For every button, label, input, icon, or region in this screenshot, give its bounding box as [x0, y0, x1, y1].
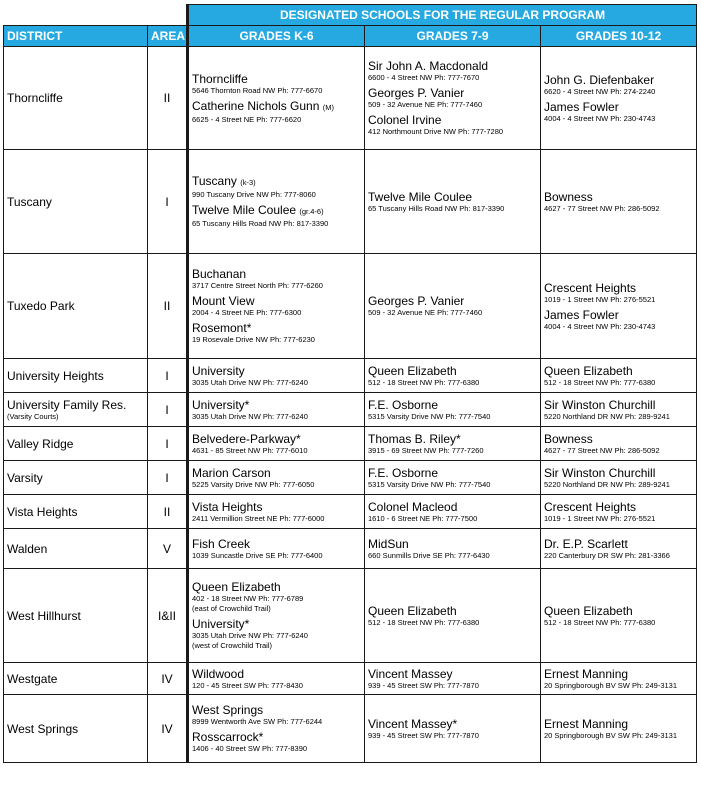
table-row: [4, 150, 697, 254]
school-name-text: F.E. Osborne: [368, 397, 439, 412]
grades-10-12-cell: [541, 427, 697, 461]
district-name: Vista Heights: [7, 504, 78, 519]
district-cell: [4, 529, 148, 569]
school-entry: [368, 604, 537, 628]
area-cell: IV: [148, 695, 188, 763]
grades-10-12-cell: [541, 254, 697, 359]
school-name: [368, 398, 537, 412]
school-name-text: Fish Creek: [192, 536, 251, 551]
area-cell: V: [148, 529, 188, 569]
district-name: Valley Ridge: [7, 436, 74, 451]
district-name: Tuscany: [7, 194, 52, 209]
school-name-text: Belvedere-Parkway*: [192, 431, 301, 446]
school-name-text: Catherine Nichols Gunn: [192, 98, 320, 113]
school-entry: [544, 466, 693, 490]
school-name-text: Buchanan: [192, 267, 247, 281]
school-entry: [192, 364, 361, 388]
school-address: 6625 - 4 Street NE Ph: 777-6620: [192, 114, 302, 124]
school-entry: [368, 500, 537, 524]
school-name-text: Queen Elizabeth: [368, 363, 457, 378]
school-entry: [544, 73, 693, 97]
school-entry: [544, 398, 693, 422]
area-cell: I: [148, 393, 188, 427]
area-cell: I&II: [148, 569, 188, 663]
school-entry: [368, 667, 537, 691]
school-name-text: Dr. E.P. Scarlett: [544, 536, 628, 551]
school-address: 3915 - 69 Street NW Ph: 777-7260: [368, 445, 484, 455]
grades-7-9-header: GRADES 7-9: [365, 26, 541, 47]
grades-k6-cell: [188, 695, 365, 763]
area-header: AREA: [148, 26, 188, 47]
district-cell: [4, 427, 148, 461]
grades-k6-header: GRADES K-6: [188, 26, 365, 47]
school-entry: [368, 537, 537, 561]
school-note: (k-3): [240, 178, 256, 187]
grades-7-9-cell: [365, 569, 541, 663]
school-name-text: Thorncliffe: [192, 71, 248, 86]
area-cell: I: [148, 461, 188, 495]
grades-7-9-cell: [365, 529, 541, 569]
school-name-text: West Springs: [192, 703, 264, 717]
area-cell: IV: [148, 663, 188, 695]
school-entry: [368, 432, 537, 456]
school-name-text: Twelve Mile Coulee: [192, 203, 297, 217]
school-address: 5225 Varsity Drive NW Ph: 777-6050: [192, 479, 315, 489]
school-name: [192, 730, 361, 744]
school-address: 20 Springborough BV SW Ph: 249-3131: [544, 730, 678, 740]
school-address: 4631 - 85 Street NW Ph: 777-6010: [192, 445, 308, 455]
school-name-text: James Fowler: [544, 307, 619, 322]
school-boundary-note: (east of Crowchild Trail): [192, 604, 271, 613]
grades-7-9-cell: [365, 663, 541, 695]
school-name: [192, 398, 361, 412]
school-name-text: Queen Elizabeth: [192, 580, 281, 594]
school-entry: [192, 432, 361, 456]
school-address: 4627 - 77 Street NW Ph: 286-5092: [544, 445, 660, 455]
school-entry: [192, 466, 361, 490]
district-cell: [4, 254, 148, 359]
school-name-text: Crescent Heights: [544, 280, 637, 295]
school-entry: [544, 432, 693, 456]
school-name: [544, 190, 693, 204]
school-entry: [368, 364, 537, 388]
school-entry: [544, 190, 693, 214]
grades-7-9-cell: [365, 393, 541, 427]
table-body: [4, 47, 697, 763]
school-address: 5220 Northland DR NW Ph: 289-9241: [544, 479, 670, 489]
school-name-text: Ernest Manning: [544, 666, 629, 681]
school-address: 412 Northmount Drive NW Ph: 777-7280: [368, 127, 504, 136]
school-address: 509 - 32 Avenue NE Ph: 777-7460: [368, 308, 483, 317]
school-address: 120 - 45 Street SW Ph: 777-8430: [192, 680, 303, 690]
school-name: [368, 717, 537, 731]
table-row: [4, 461, 697, 495]
school-name: [192, 580, 361, 594]
school-address: 4004 - 4 Street NW Ph: 230-4743: [544, 113, 656, 123]
district-cell: [4, 150, 148, 254]
grades-k6-cell: [188, 393, 365, 427]
school-name-text: Vincent Massey: [368, 666, 453, 681]
district-cell: [4, 461, 148, 495]
school-name: [368, 190, 537, 204]
school-name-text: Sir Winston Churchill: [544, 465, 656, 480]
school-name-text: James Fowler: [544, 99, 619, 114]
school-address: 1019 - 1 Street NW Ph: 276-5521: [544, 294, 656, 304]
school-address: 939 - 45 Street SW Ph: 777-7870: [368, 680, 479, 690]
school-name: [544, 432, 693, 446]
school-name-text: Queen Elizabeth: [368, 603, 457, 618]
school-address: 220 Canterbury DR SW Ph: 281-3366: [544, 550, 670, 560]
school-name-text: Bowness: [544, 431, 593, 446]
school-name: [192, 617, 361, 631]
grades-10-12-cell: [541, 461, 697, 495]
school-name: [544, 398, 693, 412]
school-address: 4627 - 77 Street NW Ph: 286-5092: [544, 203, 660, 213]
banner-row: [4, 5, 697, 26]
school-address: 3035 Utah Drive NW Ph: 777-6240: [192, 377, 308, 387]
school-entry: [192, 203, 361, 229]
school-entry: [544, 100, 693, 124]
school-address: 20 Springborough BV SW Ph: 249-3131: [544, 680, 678, 690]
district-name: Thorncliffe: [7, 91, 63, 105]
school-name-text: Sir John A. Macdonald: [368, 59, 489, 73]
school-name-text: Tuscany: [192, 174, 237, 188]
school-name: [544, 604, 693, 618]
school-entry: [192, 703, 361, 727]
district-name: West Hillhurst: [7, 608, 81, 623]
grades-7-9-cell: [365, 150, 541, 254]
district-name: Walden: [7, 541, 48, 556]
area-cell: I: [148, 359, 188, 393]
school-name: [368, 364, 537, 378]
school-name: [192, 703, 361, 717]
school-name: [368, 432, 537, 446]
school-note: (M): [322, 102, 334, 112]
school-address: 5315 Varsity Drive NW Ph: 777-7540: [368, 411, 491, 421]
school-entry: [368, 717, 537, 741]
school-entry: [368, 59, 537, 83]
grades-10-12-cell: [541, 529, 697, 569]
school-address: 2004 - 4 Street NE Ph: 777-6300: [192, 308, 302, 317]
grades-10-12-cell: [541, 393, 697, 427]
school-name-text: Wildwood: [192, 666, 245, 681]
school-address: 509 - 32 Avenue NE Ph: 777-7460: [368, 100, 483, 109]
school-name-text: John G. Diefenbaker: [544, 72, 655, 87]
school-name-text: Rosemont*: [192, 321, 252, 335]
grades-10-12-cell: [541, 695, 697, 763]
school-name: [192, 267, 361, 281]
school-entry: [544, 308, 693, 332]
school-entry: [192, 617, 361, 651]
school-name-text: University: [192, 363, 245, 378]
table-row: [4, 393, 697, 427]
school-name: [544, 537, 693, 551]
school-address: 1039 Suncastle Drive SE Ph: 777-6400: [192, 550, 323, 560]
grades-10-12-cell: [541, 150, 697, 254]
school-entry: [192, 398, 361, 422]
school-name-text: Marion Carson: [192, 465, 271, 480]
school-address: 939 - 45 Street SW Ph: 777-7870: [368, 730, 479, 740]
school-address: 6620 - 4 Street NW Ph: 274-2240: [544, 86, 656, 96]
grades-10-12-cell: [541, 359, 697, 393]
school-entry: [192, 174, 361, 200]
school-name: [544, 73, 693, 87]
school-name: [368, 113, 537, 127]
table-row: [4, 254, 697, 359]
school-name: [192, 294, 361, 308]
table-row: [4, 47, 697, 150]
grades-7-9-cell: [365, 695, 541, 763]
school-address: 3717 Centre Street North Ph: 777-6260: [192, 281, 323, 290]
school-name-text: Ernest Manning: [544, 716, 629, 731]
table-row: [4, 529, 697, 569]
table-row: [4, 695, 697, 763]
school-address: 3035 Utah Drive NW Ph: 777-6240: [192, 631, 308, 640]
school-name: [368, 466, 537, 480]
school-address: 65 Tuscany Hills Road NW Ph: 817-3390: [192, 219, 329, 228]
school-entry: [192, 537, 361, 561]
grades-7-9-cell: [365, 427, 541, 461]
school-name: [544, 364, 693, 378]
district-subtitle: (Varsity Courts): [7, 412, 59, 421]
school-name: [192, 321, 361, 335]
school-name: [192, 667, 361, 681]
school-address: 512 - 18 Street NW Ph: 777-6380: [544, 377, 656, 387]
school-name-text: Crescent Heights: [544, 499, 637, 514]
school-boundary-note: (west of Crowchild Trail): [192, 641, 273, 650]
school-entry: [192, 267, 361, 291]
school-address: 1610 - 6 Street NE Ph: 777-7500: [368, 513, 478, 523]
school-address: 3035 Utah Drive NW Ph: 777-6240: [192, 411, 308, 421]
school-name-text: Colonel Irvine: [368, 113, 442, 127]
school-entry: [544, 500, 693, 524]
school-address: 5646 Thornton Road NW Ph: 777-6670: [192, 85, 323, 95]
school-name-text: Rosscarrock*: [192, 730, 264, 744]
district-cell: [4, 359, 148, 393]
school-address: 402 - 18 Street NW Ph: 777-6789: [192, 594, 304, 603]
grades-k6-cell: [188, 254, 365, 359]
school-entry: [544, 667, 693, 691]
school-address: 512 - 18 Street NW Ph: 777-6380: [544, 617, 656, 627]
blank-corner: [4, 5, 188, 26]
school-name: [544, 500, 693, 514]
school-name-text: Bowness: [544, 189, 593, 204]
school-name: [192, 432, 361, 446]
school-name-text: Queen Elizabeth: [544, 603, 633, 618]
school-name-text: Queen Elizabeth: [544, 363, 633, 378]
school-address: 6600 - 4 Street NW Ph: 777-7670: [368, 73, 480, 82]
district-name: Westgate: [7, 671, 58, 686]
school-name: [192, 500, 361, 514]
school-name: [544, 100, 693, 114]
district-name: University Family Res.: [7, 398, 127, 412]
grades-10-12-cell: [541, 495, 697, 529]
school-address: 65 Tuscany Hills Road NW Ph: 817-3390: [368, 203, 505, 213]
district-cell: [4, 695, 148, 763]
grades-7-9-cell: [365, 461, 541, 495]
school-entry: [368, 86, 537, 110]
district-name: Varsity: [7, 470, 43, 485]
grades-7-9-cell: [365, 359, 541, 393]
school-name: [368, 667, 537, 681]
school-name-text: MidSun: [368, 536, 409, 551]
school-entry: [544, 364, 693, 388]
school-name-text: Thomas B. Riley*: [368, 431, 461, 446]
grades-k6-cell: [188, 150, 365, 254]
grades-10-12-cell: [541, 663, 697, 695]
school-address: 5315 Varsity Drive NW Ph: 777-7540: [368, 479, 491, 489]
grades-k6-cell: [188, 359, 365, 393]
grades-k6-cell: [188, 529, 365, 569]
school-name: [192, 537, 361, 551]
grades-k6-cell: [188, 495, 365, 529]
school-name-text: Twelve Mile Coulee: [368, 189, 473, 204]
school-entry: [544, 537, 693, 561]
school-address: 990 Tuscany Drive NW Ph: 777-8060: [192, 190, 316, 199]
grades-10-12-cell: [541, 47, 697, 150]
school-name-text: Georges P. Vanier: [368, 294, 465, 308]
grades-7-9-cell: [365, 495, 541, 529]
district-cell: [4, 663, 148, 695]
school-name: [192, 72, 361, 86]
school-address: 512 - 18 Street NW Ph: 777-6380: [368, 377, 480, 387]
table-row: [4, 359, 697, 393]
grades-10-12-header: GRADES 10-12: [541, 26, 697, 47]
school-address: 512 - 18 Street NW Ph: 777-6380: [368, 617, 480, 627]
header-row: [4, 26, 697, 47]
school-entry: [192, 500, 361, 524]
table-row: [4, 569, 697, 663]
district-cell: [4, 393, 148, 427]
area-cell: II: [148, 47, 188, 150]
school-entry: [544, 717, 693, 741]
school-entry: [192, 321, 361, 345]
school-entry: [192, 72, 361, 96]
school-name: [368, 294, 537, 308]
school-entry: [368, 398, 537, 422]
district-name: University Heights: [7, 368, 104, 383]
school-name: [368, 604, 537, 618]
school-name: [544, 466, 693, 480]
school-entry: [368, 466, 537, 490]
area-cell: I: [148, 427, 188, 461]
school-address: 2411 Vermillion Street NE Ph: 777-6000: [192, 513, 325, 523]
school-name: [368, 86, 537, 100]
school-entry: [544, 281, 693, 305]
school-name: [192, 466, 361, 480]
banner-title: DESIGNATED SCHOOLS FOR THE REGULAR PROGRAM: [188, 5, 697, 26]
school-name: [192, 99, 361, 115]
school-entry: [192, 580, 361, 614]
school-name-text: Colonel Macleod: [368, 499, 458, 514]
area-cell: I: [148, 150, 188, 254]
grades-7-9-cell: [365, 47, 541, 150]
school-address: 660 Sunmills Drive SE Ph: 777-6430: [368, 550, 490, 560]
school-name-text: F.E. Osborne: [368, 465, 439, 480]
table-row: [4, 495, 697, 529]
district-cell: [4, 47, 148, 150]
area-cell: II: [148, 254, 188, 359]
grades-k6-cell: [188, 461, 365, 495]
grades-k6-cell: [188, 427, 365, 461]
school-name: [368, 537, 537, 551]
table-row: [4, 663, 697, 695]
school-name-text: University*: [192, 617, 250, 631]
grades-k6-cell: [188, 663, 365, 695]
grades-7-9-cell: [365, 254, 541, 359]
schools-table: [3, 4, 697, 763]
school-entry: [192, 99, 361, 125]
school-name: [192, 174, 361, 190]
school-name-text: University*: [192, 397, 250, 412]
school-note: (gr.4-6): [299, 207, 324, 216]
school-name: [544, 308, 693, 322]
grades-10-12-cell: [541, 569, 697, 663]
district-name: West Springs: [7, 721, 79, 736]
district-header: DISTRICT: [4, 26, 148, 47]
school-entry: [368, 294, 537, 318]
school-name: [544, 667, 693, 681]
school-entry: [368, 113, 537, 137]
school-address: 4004 - 4 Street NW Ph: 230-4743: [544, 321, 656, 331]
district-name: Tuxedo Park: [7, 299, 75, 313]
school-name-text: Sir Winston Churchill: [544, 397, 656, 412]
school-entry: [544, 604, 693, 628]
school-address: 19 Rosevale Drive NW Ph: 777-6230: [192, 335, 315, 344]
district-cell: [4, 569, 148, 663]
school-name: [368, 500, 537, 514]
school-name: [192, 203, 361, 219]
school-entry: [192, 730, 361, 754]
school-name-text: Mount View: [192, 294, 255, 308]
area-cell: II: [148, 495, 188, 529]
school-address: 5220 Northland DR NW Ph: 289-9241: [544, 411, 670, 421]
school-address: 1019 - 1 Street NW Ph: 276-5521: [544, 513, 656, 523]
grades-k6-cell: [188, 569, 365, 663]
school-address: 8999 Wentworth Ave SW Ph: 777-6244: [192, 717, 323, 726]
school-name: [544, 717, 693, 731]
grades-k6-cell: [188, 47, 365, 150]
school-name: [192, 364, 361, 378]
school-entry: [192, 667, 361, 691]
school-name-text: Vincent Massey*: [368, 716, 458, 731]
table-row: [4, 427, 697, 461]
school-entry: [368, 190, 537, 214]
school-entry: [192, 294, 361, 318]
school-name: [368, 59, 537, 73]
school-name-text: Vista Heights: [192, 499, 263, 514]
school-name: [544, 281, 693, 295]
school-name-text: Georges P. Vanier: [368, 86, 465, 100]
school-address: 1406 - 40 Street SW Ph: 777-8390: [192, 744, 308, 753]
district-cell: [4, 495, 148, 529]
